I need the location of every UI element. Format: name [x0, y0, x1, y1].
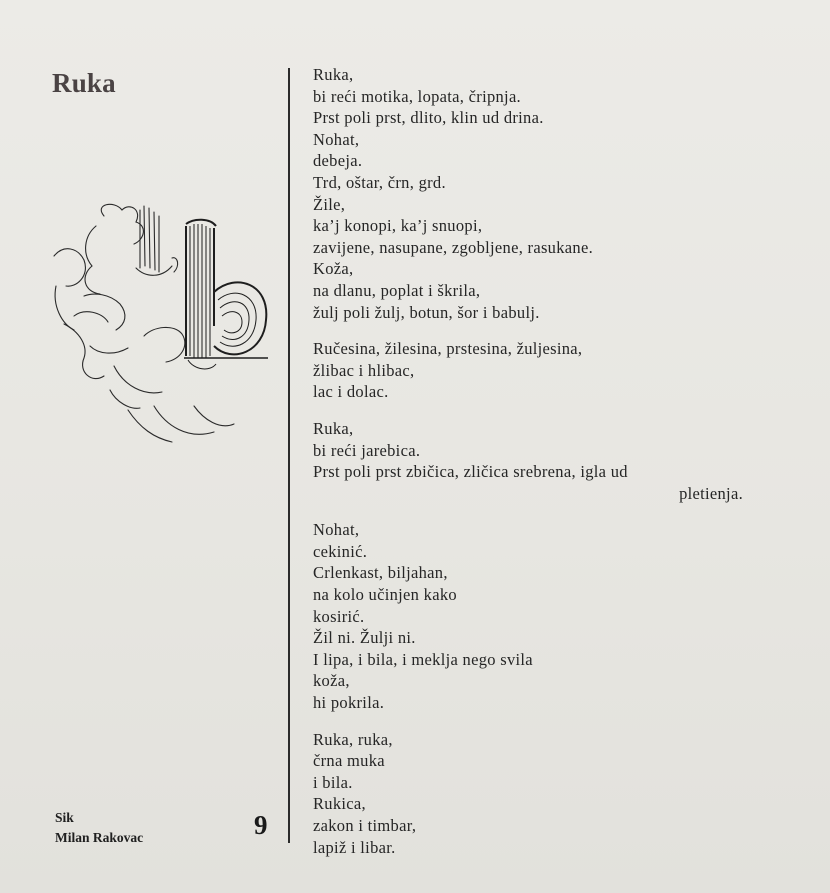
stanza-1 [313, 64, 783, 323]
poem-line: lapiž i libar. [313, 837, 396, 857]
credit-author: Milan Rakovac [55, 830, 144, 845]
poem-title: Ruka [52, 68, 116, 98]
poem-line: žulj poli žulj, botun, šor i babulj. [313, 302, 540, 322]
poem-line: Nohat, [313, 129, 360, 149]
poem-line: Ruka, [313, 65, 354, 84]
stanza-2 [313, 338, 783, 403]
poem-line: Rukica, [313, 794, 366, 814]
ink-illustration [44, 196, 274, 452]
poem-line: I lipa, i bila, i meklja nego svila [313, 649, 533, 669]
poem-line: pletienja. [679, 483, 743, 503]
poem-line: Koža, [313, 259, 354, 279]
poem-line: kosirić. [313, 606, 365, 626]
poem-line: i bila. [313, 772, 353, 792]
poem-line: zavijene, nasupane, zgobljene, rasukane. [313, 237, 594, 257]
poem-line: koža, [313, 671, 350, 691]
credits [55, 808, 143, 848]
page-number: 9 [254, 810, 268, 840]
poem-line: bi reći jarebica. [313, 440, 421, 460]
stanza-5 [313, 729, 783, 859]
poem-line: ka’j konopi, ka’j snuopi, [313, 216, 483, 236]
illustration-letter: b [202, 306, 203, 307]
poem-line: Prst poli prst zbičica, zličica srebrena, igla ud [313, 462, 628, 482]
poem-line: žlibac i hlibac, [313, 360, 415, 380]
poem-line: Prst poli prst, dlito, klin ud drina. [313, 108, 544, 128]
poem-line: na kolo učinjen kako [313, 585, 457, 605]
poem-line: Nohat, [313, 520, 360, 540]
poem-line: črna muka [313, 751, 385, 771]
poem-line: zakon i timbar, [313, 816, 417, 835]
poem-line: na dlanu, poplat i škrila, [313, 280, 481, 300]
poem-line: Ruka, [313, 418, 354, 438]
poem-body [313, 64, 783, 873]
poem-line: Trd, oštar, črn, grd. [313, 172, 446, 192]
stanza-3 [313, 418, 783, 504]
poem-line: Crlenkast, biljahan, [313, 563, 448, 583]
credit-illustration: Sik [55, 810, 74, 825]
poem-line: hi pokrila. [313, 693, 385, 713]
column-divider [288, 68, 290, 843]
poem-line: cekinić. [313, 541, 368, 561]
poem-line: Žil ni. Žulji ni. [313, 628, 416, 648]
poem-line: Ručesina, žilesina, prstesina, žuljesina, [313, 339, 583, 359]
poem-line: bi reći motika, lopata, čripnja. [313, 86, 521, 106]
poem-line: debeja. [313, 151, 363, 171]
stanza-4 [313, 519, 783, 713]
poem-line: Ruka, ruka, [313, 729, 393, 749]
poem-line: Žile, [313, 194, 346, 214]
poem-line: lac i dolac. [313, 382, 389, 402]
